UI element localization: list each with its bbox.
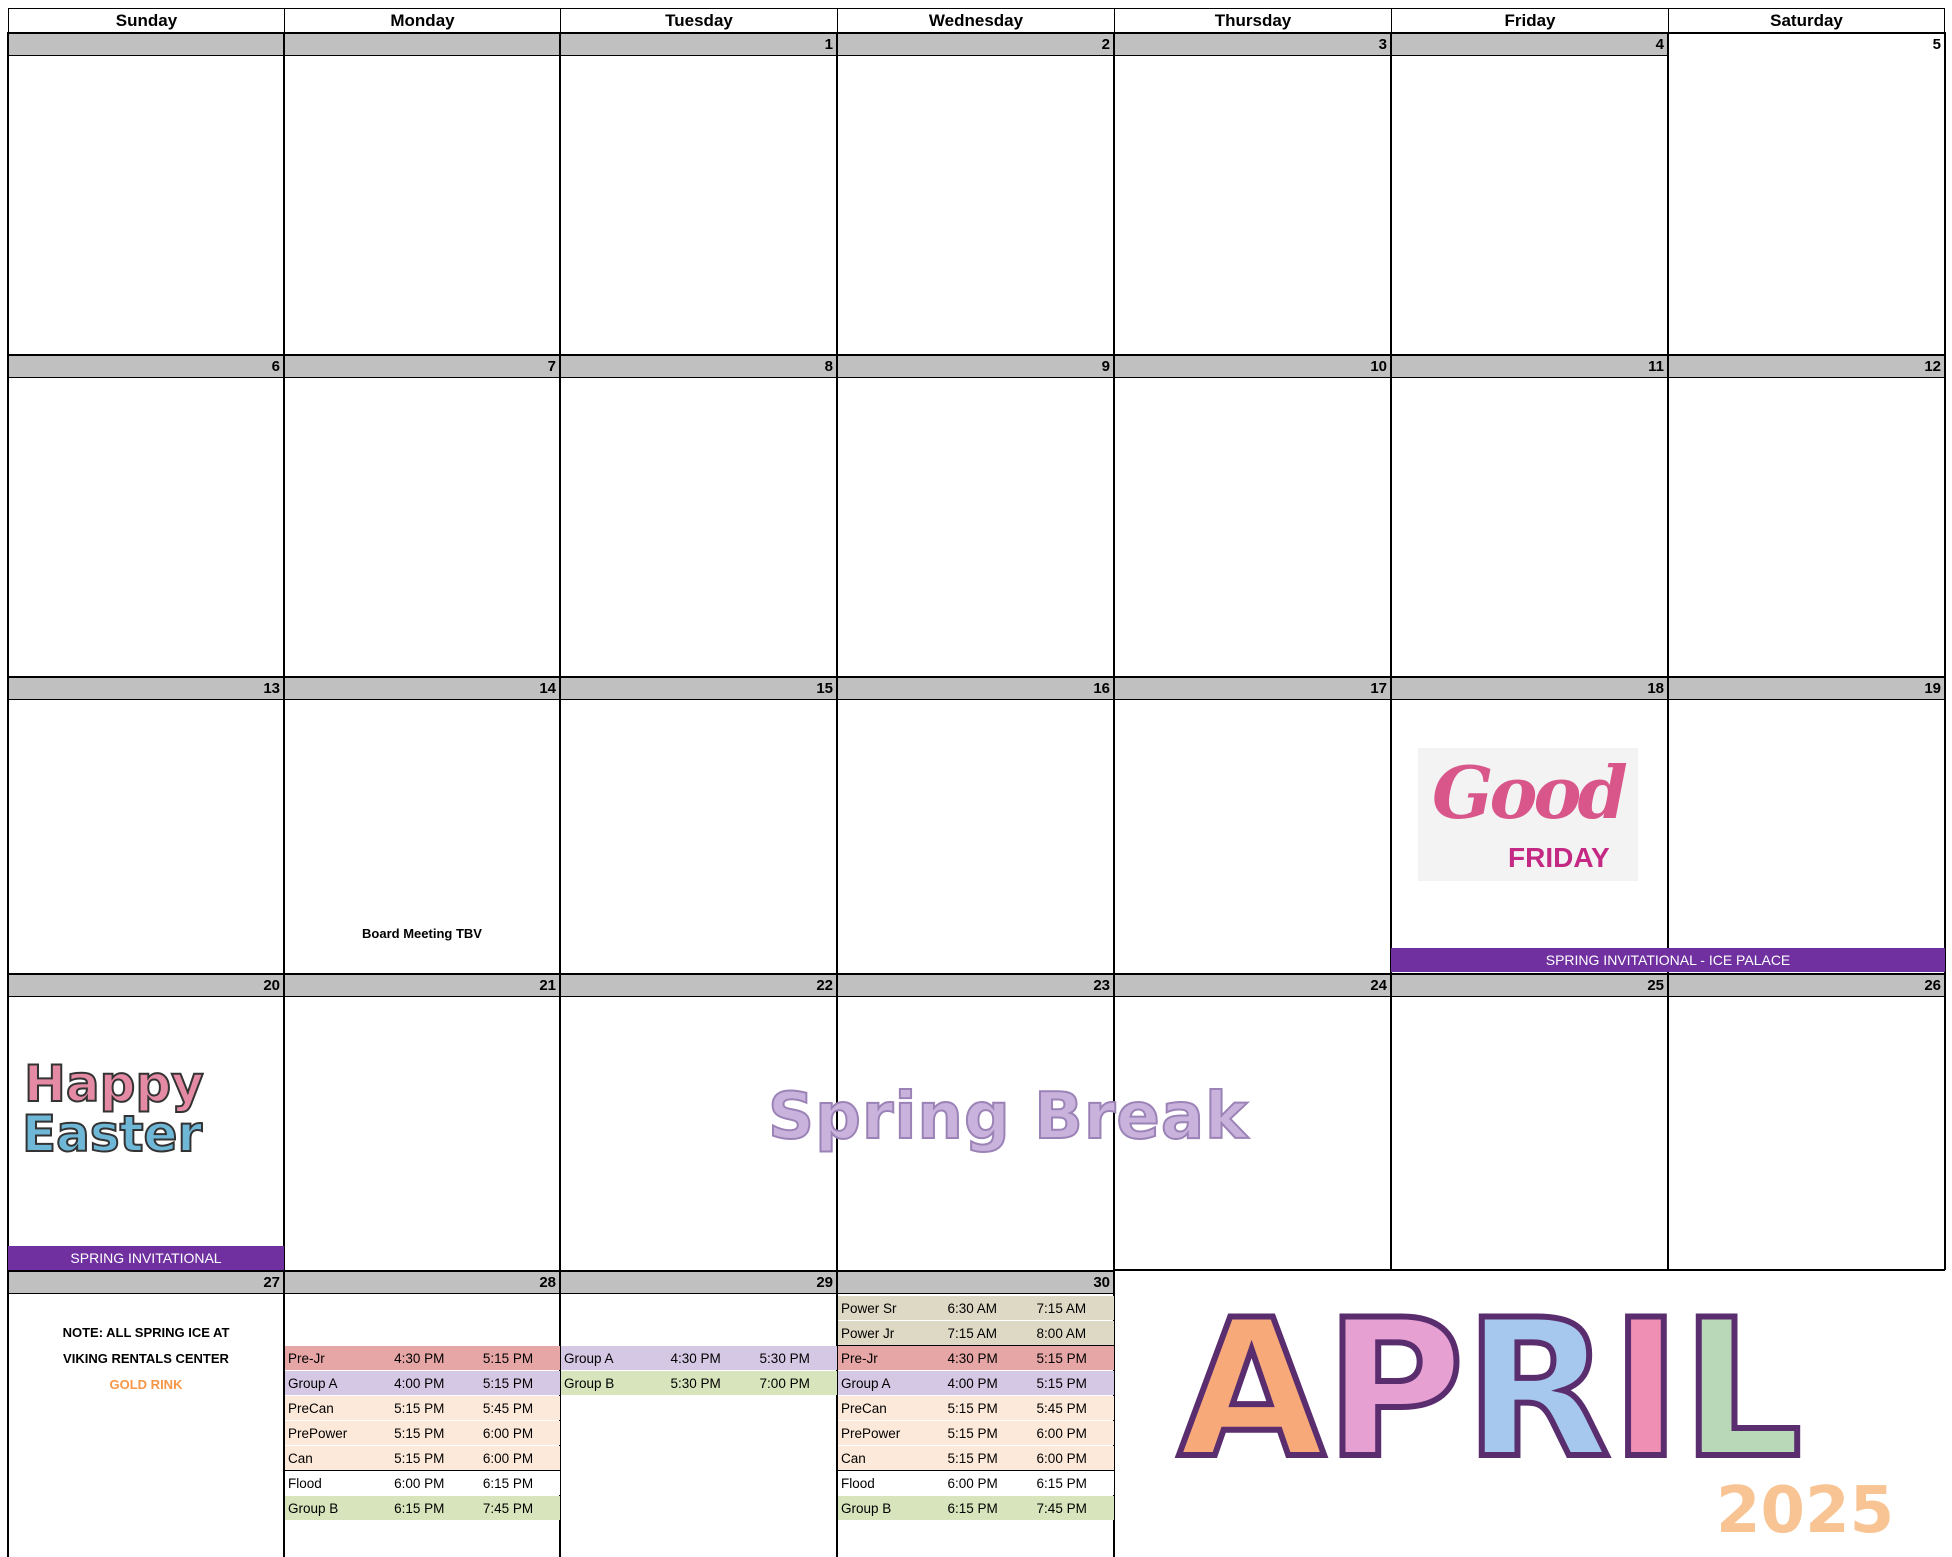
day-number-bar <box>1114 354 1391 378</box>
day-number: 24 <box>1370 977 1387 994</box>
good-friday-image <box>1418 748 1638 881</box>
schedule-row <box>285 1446 560 1470</box>
session-end: 6:00 PM <box>482 1450 534 1466</box>
session-name: Power Jr <box>841 1325 895 1341</box>
day-number: 13 <box>263 680 280 697</box>
session-start: 4:00 PM <box>394 1375 445 1391</box>
schedule-row <box>838 1296 1114 1320</box>
day-number: 8 <box>824 358 833 375</box>
day-number-bar <box>560 32 837 56</box>
grid-line-vertical <box>1390 32 1392 354</box>
session-start: 6:15 PM <box>947 1500 998 1516</box>
grid-line-vertical <box>1944 973 1946 1270</box>
grid-line-vertical <box>1113 354 1115 676</box>
session-end: 6:00 PM <box>1036 1450 1087 1466</box>
schedule-row <box>838 1371 1114 1395</box>
grid-line-vertical <box>559 32 561 354</box>
good-friday-word: FRIDAY <box>1508 842 1610 873</box>
schedule-row <box>838 1421 1114 1445</box>
day-number-bar <box>284 676 560 700</box>
day-number: 28 <box>539 1274 556 1291</box>
session-end: 5:30 PM <box>759 1350 810 1366</box>
day-number: 23 <box>1093 977 1110 994</box>
schedule-row <box>285 1396 560 1420</box>
session-start: 6:30 AM <box>947 1300 998 1316</box>
session-end: 5:15 PM <box>1036 1375 1087 1391</box>
happy-easter-word-easter: Easter <box>22 1105 203 1163</box>
grid-line-vertical <box>7 676 9 973</box>
grid-line-vertical <box>1944 32 1946 354</box>
schedule-row <box>285 1496 560 1520</box>
schedule-row <box>838 1346 1114 1370</box>
grid-line-vertical <box>7 354 9 676</box>
day-number: 2 <box>1101 36 1110 53</box>
grid-line-horizontal <box>1114 1269 1945 1271</box>
schedule-row <box>838 1321 1114 1345</box>
day-number: 27 <box>263 1274 280 1291</box>
day-number: 29 <box>816 1274 833 1291</box>
day-number-bar <box>1668 32 1945 56</box>
weekday-header-monday: Monday <box>284 8 560 32</box>
day-number-bar <box>837 354 1114 378</box>
weekday-header-wednesday: Wednesday <box>837 8 1114 32</box>
ice-location-note <box>8 1320 284 1398</box>
day-number: 20 <box>263 977 280 994</box>
schedule-row <box>561 1371 837 1395</box>
session-end: 6:00 PM <box>482 1425 534 1441</box>
spring-break-label: Spring Break <box>768 1080 1249 1154</box>
day-number: 30 <box>1093 1274 1110 1291</box>
grid-line-vertical <box>1667 32 1669 354</box>
day-number-bar <box>560 1270 837 1294</box>
grid-line-vertical <box>283 354 285 676</box>
april-letter: R <box>1464 1279 1611 1500</box>
session-start: 6:15 PM <box>394 1500 445 1516</box>
session-name: Can <box>288 1450 313 1466</box>
session-name: Group B <box>564 1375 615 1391</box>
session-end: 7:45 PM <box>1036 1500 1087 1516</box>
day-number-bar <box>8 354 284 378</box>
board-meeting-label: Board Meeting TBV <box>362 926 482 941</box>
day-number-bar <box>1114 973 1391 997</box>
grid-line-vertical <box>7 32 9 354</box>
day-number-bar <box>837 973 1114 997</box>
session-end: 5:45 PM <box>482 1400 534 1416</box>
grid-line-vertical <box>1390 676 1392 973</box>
session-start: 5:15 PM <box>394 1425 445 1441</box>
day-number-bar <box>1391 354 1668 378</box>
session-name: Power Sr <box>841 1300 897 1316</box>
day-number-bar <box>837 1270 1114 1294</box>
session-start: 5:15 PM <box>947 1450 998 1466</box>
session-name: Group B <box>288 1500 339 1516</box>
day-number: 19 <box>1924 680 1941 697</box>
grid-line-vertical <box>1113 32 1115 354</box>
session-start: 5:15 PM <box>394 1450 445 1466</box>
day-number: 6 <box>271 358 280 375</box>
session-end: 7:15 AM <box>1036 1300 1087 1316</box>
day-number-bar <box>560 973 837 997</box>
grid-line-vertical <box>7 1270 9 1557</box>
event-spring-invitational[interactable]: SPRING INVITATIONAL <box>8 1246 284 1270</box>
happy-easter-image <box>22 1055 252 1165</box>
session-start: 4:30 PM <box>670 1350 721 1366</box>
day-number-bar <box>1668 676 1945 700</box>
day-number: 4 <box>1655 36 1664 53</box>
weekday-header-thursday: Thursday <box>1114 8 1391 32</box>
grid-line-vertical <box>559 973 561 1270</box>
note-line-1: NOTE: ALL SPRING ICE AT <box>62 1325 230 1340</box>
schedule-row <box>561 1346 837 1370</box>
event-spring-invitational-ice-palace[interactable]: SPRING INVITATIONAL - ICE PALACE <box>1391 948 1945 972</box>
day-number-bar <box>837 676 1114 700</box>
session-start: 7:15 AM <box>947 1325 998 1341</box>
schedule-row <box>838 1446 1114 1470</box>
schedule-row <box>285 1421 560 1445</box>
day-number-bar <box>8 973 284 997</box>
session-end: 7:45 PM <box>482 1500 534 1516</box>
note-line-2: VIKING RENTALS CENTER <box>63 1351 229 1366</box>
schedule-row <box>285 1346 560 1370</box>
session-end: 7:00 PM <box>759 1375 810 1391</box>
day-number: 5 <box>1932 36 1941 53</box>
happy-easter-word-happy: Happy <box>24 1055 204 1113</box>
session-end: 5:15 PM <box>1036 1350 1087 1366</box>
april-letter: P <box>1325 1279 1465 1500</box>
session-name: PreCan <box>841 1400 887 1416</box>
grid-line-vertical <box>1113 676 1115 973</box>
session-name: Pre-Jr <box>841 1350 878 1366</box>
april-letters <box>1178 1279 1803 1500</box>
session-name: Flood <box>288 1475 322 1491</box>
grid-line-vertical <box>1390 973 1392 1270</box>
day-number: 21 <box>539 977 556 994</box>
session-end: 6:15 PM <box>482 1475 534 1491</box>
day-number-bar <box>1668 973 1945 997</box>
session-name: Pre-Jr <box>288 1350 325 1366</box>
day-number-bar <box>560 676 837 700</box>
session-start: 4:00 PM <box>947 1375 998 1391</box>
day-number: 15 <box>816 680 833 697</box>
session-name: Group A <box>288 1375 338 1391</box>
session-name: Flood <box>841 1475 875 1491</box>
day-number-bar <box>1391 32 1668 56</box>
grid-line-vertical <box>1944 354 1946 676</box>
day-number: 25 <box>1647 977 1664 994</box>
day-number: 14 <box>539 680 556 697</box>
schedule-row <box>838 1471 1114 1495</box>
day-number-bar <box>284 973 560 997</box>
day-number: 12 <box>1924 358 1941 375</box>
day-number: 9 <box>1101 358 1110 375</box>
schedule-row <box>285 1471 560 1495</box>
day-number-bar <box>8 32 284 56</box>
session-name: PrePower <box>841 1425 901 1441</box>
year-label: 2025 <box>1716 1474 1895 1548</box>
grid-line-vertical <box>283 32 285 354</box>
day-number-bar <box>8 1270 284 1294</box>
session-end: 6:00 PM <box>1036 1425 1087 1441</box>
day-number: 18 <box>1647 680 1664 697</box>
day-number-bar <box>1668 354 1945 378</box>
day-number: 22 <box>816 977 833 994</box>
grid-line-vertical <box>559 354 561 676</box>
day-number: 11 <box>1648 358 1664 375</box>
grid-line-vertical <box>836 676 838 973</box>
day-number-bar <box>284 354 560 378</box>
session-start: 6:00 PM <box>394 1475 445 1491</box>
day-number: 16 <box>1093 680 1110 697</box>
day-number: 7 <box>547 358 556 375</box>
day-number-bar <box>1391 973 1668 997</box>
day-number: 17 <box>1370 680 1387 697</box>
session-end: 5:15 PM <box>482 1350 534 1366</box>
april-letter: A <box>1178 1279 1326 1500</box>
session-name: Group B <box>841 1500 892 1516</box>
weekday-header-sunday: Sunday <box>8 8 284 32</box>
grid-line-vertical <box>1667 973 1669 1270</box>
session-start: 5:30 PM <box>670 1375 721 1391</box>
grid-line-vertical <box>7 973 9 1270</box>
session-end: 5:45 PM <box>1036 1400 1087 1416</box>
day-number-bar <box>1391 676 1668 700</box>
day-number: 3 <box>1378 36 1387 53</box>
grid-line-vertical <box>836 32 838 354</box>
april-letter: I <box>1610 1279 1682 1500</box>
grid-line-vertical <box>1944 676 1946 973</box>
weekday-header-friday: Friday <box>1391 8 1668 32</box>
session-start: 5:15 PM <box>394 1400 445 1416</box>
session-start: 4:30 PM <box>947 1350 998 1366</box>
session-name: Group A <box>564 1350 614 1366</box>
weekday-header-saturday: Saturday <box>1668 8 1945 32</box>
note-line-3: GOLD RINK <box>109 1377 183 1392</box>
session-start: 4:30 PM <box>394 1350 445 1366</box>
session-name: Group A <box>841 1375 891 1391</box>
day-number: 10 <box>1370 358 1387 375</box>
day-number: 1 <box>824 36 833 53</box>
schedule-row <box>838 1496 1114 1520</box>
grid-line-vertical <box>283 973 285 1270</box>
day-number-bar <box>560 354 837 378</box>
schedule-row <box>838 1396 1114 1420</box>
day-number-bar <box>284 32 560 56</box>
day-number-bar <box>284 1270 560 1294</box>
session-name: PreCan <box>288 1400 334 1416</box>
grid-line-vertical <box>1390 354 1392 676</box>
day-number-bar <box>1114 676 1391 700</box>
session-name: Can <box>841 1450 866 1466</box>
session-end: 6:15 PM <box>1036 1475 1087 1491</box>
day-number-bar <box>1114 32 1391 56</box>
session-start: 5:15 PM <box>947 1400 998 1416</box>
april-letter: L <box>1681 1279 1803 1500</box>
weekday-header-tuesday: Tuesday <box>560 8 837 32</box>
grid-line-vertical <box>836 354 838 676</box>
session-end: 5:15 PM <box>482 1375 534 1391</box>
session-end: 8:00 AM <box>1036 1325 1087 1341</box>
good-friday-script: Good <box>1432 750 1624 835</box>
day-number: 26 <box>1924 977 1941 994</box>
grid-line-vertical <box>1667 676 1669 973</box>
session-start: 6:00 PM <box>947 1475 998 1491</box>
grid-line-vertical <box>1667 354 1669 676</box>
day-number-bar <box>8 676 284 700</box>
session-name: PrePower <box>288 1425 348 1441</box>
day-number-bar <box>837 32 1114 56</box>
schedule-row <box>285 1371 560 1395</box>
session-start: 5:15 PM <box>947 1425 998 1441</box>
